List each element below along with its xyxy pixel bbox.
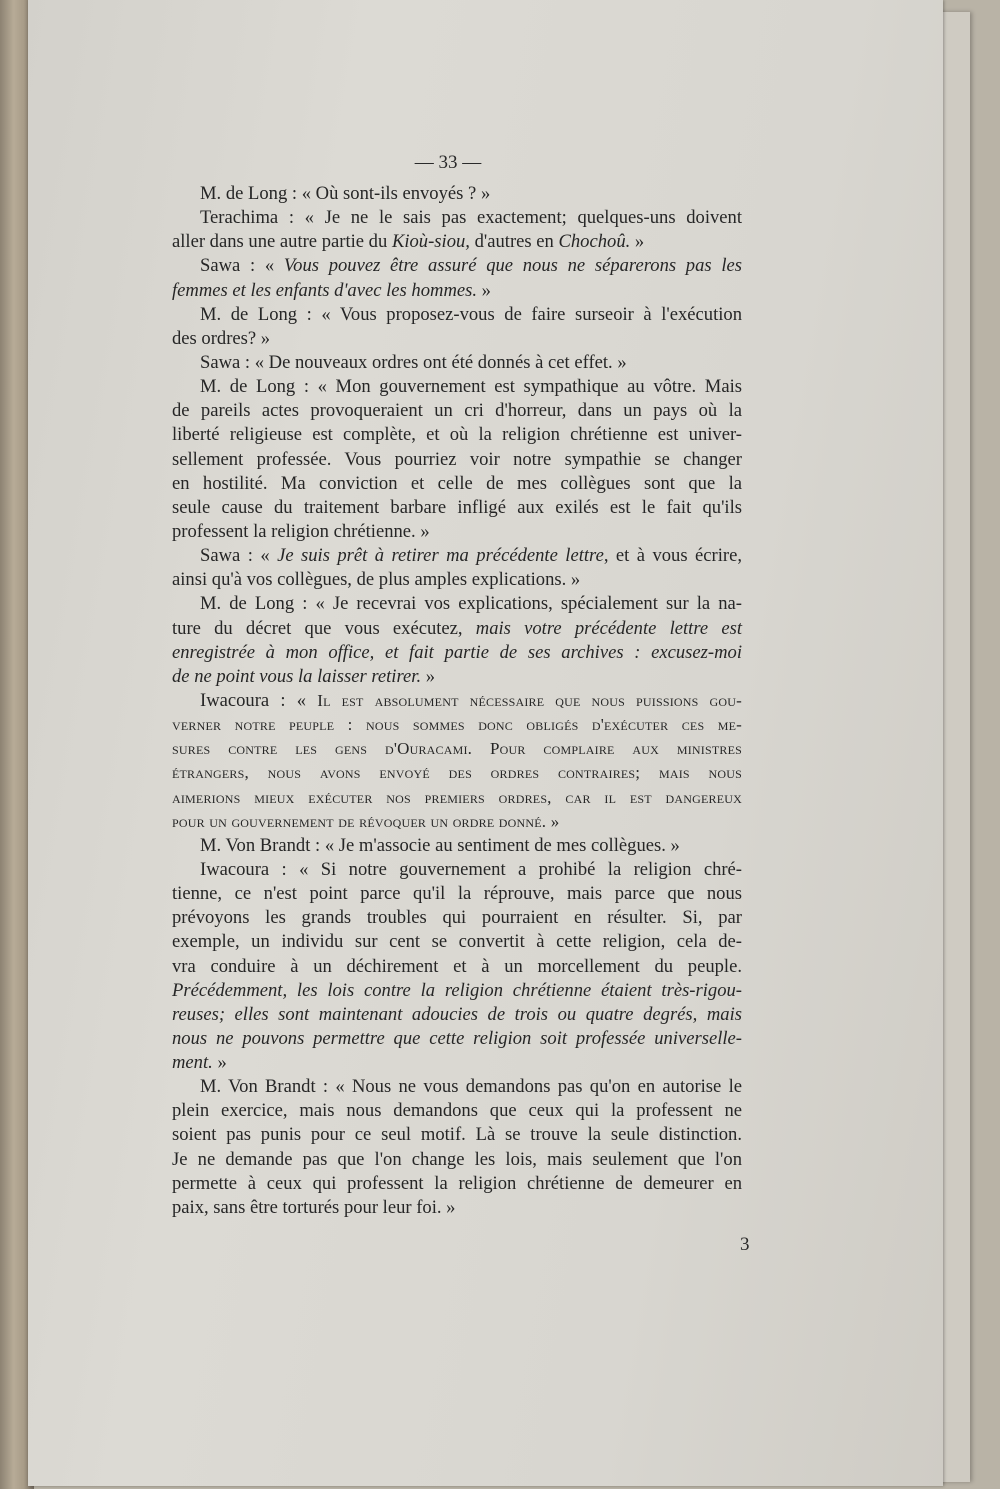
paragraph xyxy=(172,858,742,1075)
text-run: ture du décret que vous exécutez, xyxy=(172,617,476,639)
text-line xyxy=(172,858,742,882)
text-line xyxy=(172,254,742,278)
italic-text: Je suis prêt à retirer ma précédente lettre xyxy=(277,545,604,567)
small-caps-text: aimerions mieux exécuter nos premiers ordres, car il est dangereux xyxy=(172,787,742,807)
text-run: ainsi qu'à vos collègues, de plus amples explications. » xyxy=(172,569,581,591)
text-line xyxy=(172,520,742,544)
text-line xyxy=(172,882,742,906)
text-line xyxy=(172,930,742,954)
text-run: professent la religion chrétienne. » xyxy=(172,520,430,542)
italic-text: reuses; elles sont maintenant adoucies de trois ou quatre degrés, mais xyxy=(172,1003,742,1025)
text-run: prévoyons les grands troubles qui pourraient en résulter. Si, par xyxy=(172,907,742,929)
text-run: M. Von Brandt : « Nous ne vous demandons pas qu'on en autorise le xyxy=(200,1076,742,1098)
text-run: M. de Long : « Mon gouvernement est sympathique au vôtre. Mais xyxy=(200,376,742,398)
small-caps-text: sures contre les gens d'Ouracami. Pour complaire aux ministres xyxy=(172,739,742,759)
small-caps-text: étrangers, nous avons envoyé des ordres contraires; mais nous xyxy=(172,763,742,783)
text-line xyxy=(172,665,742,689)
text-run: paix, sans être torturés pour leur foi. » xyxy=(172,1196,456,1218)
text-run: M. Von Brandt : « Je m'associe au sentiment de mes collègues. » xyxy=(200,834,680,856)
text-line xyxy=(172,1051,742,1075)
text-line xyxy=(172,1172,742,1196)
text-run: d'autres en xyxy=(469,231,559,253)
text-line xyxy=(172,617,742,641)
text-run: , et à vous écrire, xyxy=(603,545,742,567)
text-line xyxy=(172,303,742,327)
text-run: des ordres? » xyxy=(172,327,271,349)
text-line xyxy=(172,375,742,399)
small-caps-text: Il est absolument nécessaire que nous puissions gou- xyxy=(317,690,742,710)
text-line xyxy=(172,206,742,230)
text-line xyxy=(172,399,742,423)
text-line xyxy=(172,737,742,761)
text-line xyxy=(172,592,742,616)
text-run: soient pas punis pour ce seul motif. Là se trouve la seule distinction. xyxy=(172,1124,742,1146)
paragraph xyxy=(172,1075,742,1220)
italic-text: Vous pouvez être assuré que nous ne séparerons pas les xyxy=(283,255,742,277)
body-text xyxy=(172,182,742,1220)
text-line xyxy=(172,641,742,665)
small-caps-text: verner notre peuple : nous sommes donc obligés d'exécuter ces me- xyxy=(172,715,742,735)
text-run: Sawa : « xyxy=(200,545,278,567)
italic-text: Kioù-siou, xyxy=(391,231,470,253)
text-line xyxy=(172,423,742,447)
text-line xyxy=(172,1027,742,1051)
paragraph xyxy=(172,182,742,206)
text-line xyxy=(172,713,742,737)
text-line xyxy=(172,834,742,858)
text-run: permette à ceux qui professent la religion chrétienne de demeurer en xyxy=(172,1172,742,1194)
text-run: de pareils actes provoqueraient un cri d'horreur, dans un pays où la xyxy=(172,400,742,422)
page-number-header: — 33 — xyxy=(414,152,482,173)
text-run: » xyxy=(421,665,436,687)
text-run: aller dans une autre partie du xyxy=(172,231,392,253)
text-line xyxy=(172,448,742,472)
italic-text: femmes et les enfants d'avec les hommes. xyxy=(172,279,478,301)
text-line xyxy=(172,544,742,568)
text-line xyxy=(172,1075,742,1099)
text-line xyxy=(172,1196,742,1220)
paragraph xyxy=(172,544,742,592)
text-run: » xyxy=(477,279,491,301)
text-run: M. de Long : « Vous proposez-vous de faire surseoir à l'exécution xyxy=(200,303,742,325)
text-line xyxy=(172,689,742,713)
text-run: vra conduire à un déchirement et à un morcellement du peuple. xyxy=(172,955,742,977)
paragraph xyxy=(172,592,742,689)
text-run: sellement professée. Vous pourriez voir notre sympathie se changer xyxy=(172,448,742,470)
italic-text: ment. xyxy=(172,1052,213,1074)
paragraph xyxy=(172,254,742,302)
italic-text: de ne point vous la laisser retirer. xyxy=(172,665,422,687)
paragraph xyxy=(172,689,742,834)
text-line xyxy=(172,472,742,496)
text-line xyxy=(172,761,742,785)
text-line xyxy=(172,230,742,254)
italic-text: enregistrée à mon office, et fait partie de ses archives : excusez-moi xyxy=(172,641,742,663)
italic-text: Chochoû. xyxy=(558,231,631,253)
text-line xyxy=(172,979,742,1003)
document-page xyxy=(28,0,943,1486)
paragraph xyxy=(172,834,742,858)
text-line xyxy=(172,327,742,351)
text-run: exemple, un individu sur cent se convertit à cette religion, cela de- xyxy=(172,931,742,953)
paragraph xyxy=(172,351,742,375)
paragraph xyxy=(172,375,742,544)
text-line xyxy=(172,1099,742,1123)
text-line xyxy=(172,1123,742,1147)
text-run: » xyxy=(212,1052,227,1074)
text-line xyxy=(172,182,742,206)
text-line xyxy=(172,351,742,375)
paragraph xyxy=(172,206,742,254)
text-run: Sawa : « De nouveaux ordres ont été donnés à cet effet. » xyxy=(200,351,627,373)
text-run: liberté religieuse est complète, et où la religion chrétienne est univer- xyxy=(172,424,742,446)
text-line xyxy=(172,496,742,520)
text-line xyxy=(172,955,742,979)
text-run: Iwacoura : « Si notre gouvernement a prohibé la religion chré- xyxy=(200,858,742,880)
text-run: Terachima : « Je ne le sais pas exactement; quelques-uns doivent xyxy=(200,207,742,229)
text-line xyxy=(172,1148,742,1172)
text-run: » xyxy=(630,231,645,253)
text-run: Sawa : « xyxy=(200,255,284,277)
text-line xyxy=(172,279,742,303)
text-run: Iwacoura : « xyxy=(200,689,318,711)
text-run: tienne, ce n'est point parce qu'il la réprouve, mais parce que nous xyxy=(172,883,742,905)
text-run: en hostilité. Ma conviction et celle de mes collègues sont que la xyxy=(172,472,742,494)
text-run: seule cause du traitement barbare infligé aux exilés est le fait qu'ils xyxy=(172,496,742,518)
signature-mark: 3 xyxy=(740,1234,750,1255)
italic-text: nous ne pouvons permettre que cette religion soit professée universelle- xyxy=(172,1027,742,1049)
text-line xyxy=(172,906,742,930)
paragraph xyxy=(172,303,742,351)
small-caps-text: pour un gouvernement de révoquer un ordre donné. » xyxy=(172,811,560,831)
text-line xyxy=(172,568,742,592)
text-line xyxy=(172,810,742,834)
text-run: plein exercice, mais nous demandons que ceux qui la professent ne xyxy=(172,1100,742,1122)
text-line xyxy=(172,1003,742,1027)
text-run: M. de Long : « Je recevrai vos explications, spécialement sur la na- xyxy=(200,593,742,615)
italic-text: mais votre précédente lettre est xyxy=(475,617,742,639)
text-run: Je ne demande pas que l'on change les lois, mais seulement que l'on xyxy=(172,1148,742,1170)
text-run: M. de Long : « Où sont-ils envoyés ? » xyxy=(200,183,491,204)
text-line xyxy=(172,786,742,810)
italic-text: Précédemment, les lois contre la religion chrétienne étaient très-rigou- xyxy=(172,979,742,1001)
